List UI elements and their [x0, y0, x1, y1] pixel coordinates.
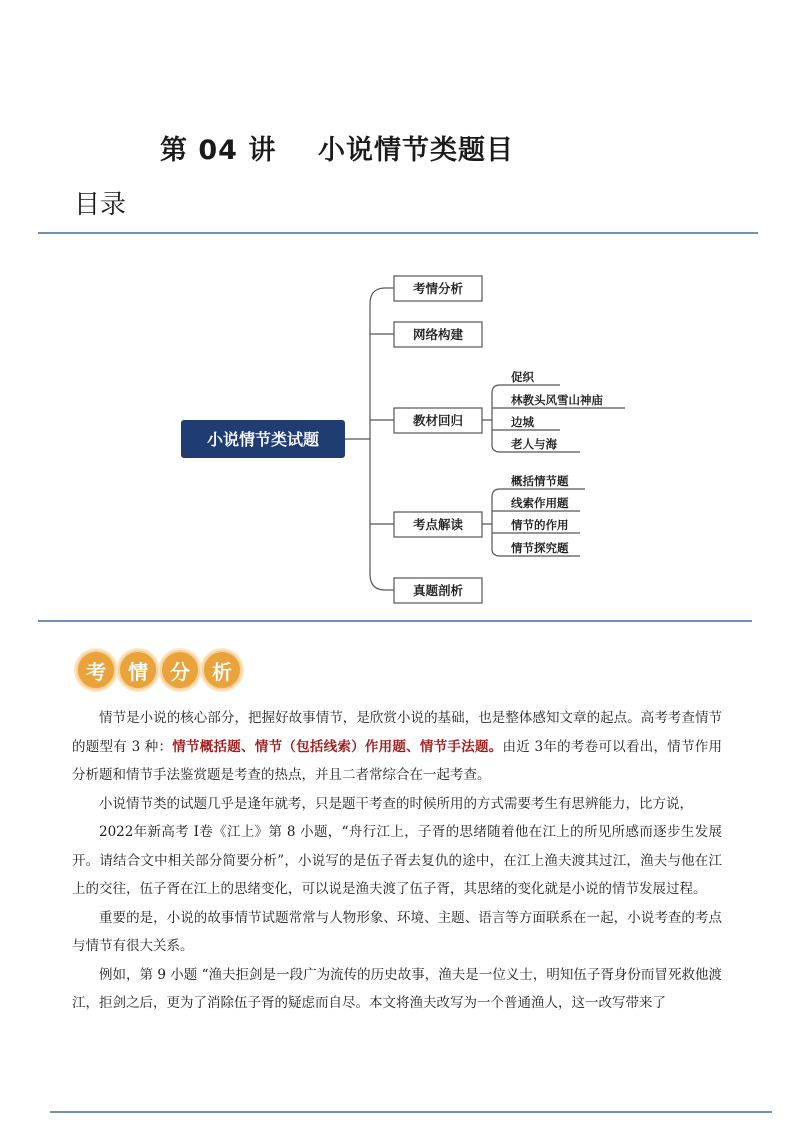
paragraph-3: 2022年新高考 I卷《江上》第 8 小题，“舟行江上，子胥的思绪随着他在江上的所见所感而逐步生发展开。请结合文中相关部分简要分析”，小说写的是伍子胥去复仇的途中，在江上渔夫渡其过江，渔夫与他在江上的交往，伍子胥在江上的思绪变化，可以说是渔夫渡了伍子胥，其思绪的变化就是小说的情节发展过程。: [72, 824, 722, 897]
paragraph-1: [72, 704, 722, 790]
toc-heading: 目录: [74, 190, 127, 220]
mindmap-leaf-4-2: 线索作用题: [511, 496, 569, 510]
mindmap-leaf-3-3: 边城: [511, 415, 534, 429]
mindmap-leaf-3-2: 林教头风雪山神庙: [511, 393, 603, 407]
mindmap-leaf-4-4: 情节探究题: [511, 541, 569, 555]
section-badge-kaoqing-fenxi: [76, 650, 242, 690]
mindmap-node-4-label: 考点解读: [412, 517, 464, 532]
mindmap-leaf-3-4: 老人与海: [511, 437, 557, 451]
mindmap-node-2-label: 网络构建: [412, 327, 464, 342]
badge-char: 情: [118, 650, 158, 690]
mindmap-node-1-label: 考情分析: [412, 281, 464, 296]
mindmap-node-3-label: 教材回归: [412, 413, 464, 428]
divider-middle: [38, 620, 752, 622]
paragraph-5: 例如，第 9 小题 “渔夫拒剑是一段广为流传的历史故事，渔夫是一位义士，明知伍子胥身份而冒死救他渡江，拒剑之后，更为了消除伍子胥的疑虑而自尽。本文将渔夫改写为一个普通渔人，这一改写带来了: [72, 966, 722, 1011]
badge-char: 分: [160, 650, 200, 690]
mindmap-node-5-label: 真题剖析: [412, 583, 464, 598]
paragraph-2: 小说情节类的试题几乎是逢年就考，只是题干考查的时候所用的方式需要考生有思辨能力，比方说，: [99, 795, 693, 812]
paragraph-1-text-a: 情节是小说的核心部分，把握好故事情节，是欣赏小说的基础，也是整体感知文章的起点。高考考查情节的题型有 3 种：: [72, 710, 722, 755]
paragraph-1-emphasis: 情节概括题、情节（包括线索）作用题、情节手法题。: [172, 738, 503, 755]
paragraph-1-text-b: 由近 3年的考卷可以看出，情节作用分析题和情节手法鉴赏题是考查的热点，并且二者常综合在一起考查。: [72, 738, 722, 783]
mind-map: [0, 260, 794, 610]
body-text: [72, 704, 722, 1018]
divider-top: [38, 232, 758, 234]
paragraph-4: 重要的是，小说的故事情节试题常常与人物形象、环境、主题、语言等方面联系在一起，小说考查的考点与情节有很大关系。: [72, 909, 722, 954]
badge-char: 考: [76, 650, 116, 690]
mindmap-leaf-4-1: 概括情节题: [511, 474, 569, 488]
page-title: 第 04 讲 小说情节类题目: [160, 135, 514, 166]
mindmap-sub-spine-3: [482, 385, 500, 452]
mindmap-leaf-4-3: 情节的作用: [511, 518, 569, 532]
mindmap-spine: [370, 288, 385, 590]
mindmap-sub-spine-4: [482, 489, 500, 556]
mindmap-root-label: 小说情节类试题: [206, 430, 320, 449]
badge-char: 析: [202, 650, 242, 690]
divider-bottom: [50, 1111, 772, 1113]
mindmap-leaf-3-1: 促织: [511, 370, 534, 384]
